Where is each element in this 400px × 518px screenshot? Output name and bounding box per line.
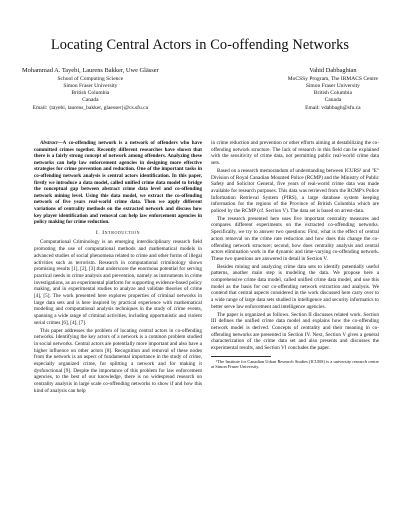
affiliation-line: Canada [82,97,99,104]
affiliation-line: Canada [324,97,342,104]
affiliation-line: British Columbia [71,90,110,97]
body-paragraph: This paper addresses the problem of locating central actors in co-offending networks. Identifying the key actors of a network is a common problem studied in social networks. Central actors are potentially more important and also have a higher influence on other actors [8]. Recognition and removal of these nodes from the network is an aspect of fundamental importance in the study of crime, especially organized crime, for splitting a network and for making it dysfunctional [9]. Despite the importance of this problem for law enforcement agencies, to the best of our knowledge, there is no widespread research on centrality analysis in large scale co-offending networks to show if and how this kind of analysis can help [34,327,202,394]
affiliation-line: Simon Fraser University [305,83,360,89]
body-paragraph: in crime reduction and prevention or other efforts aiming at destabilizing the co-offending network structure. The lack of research in this field can be explained with the sensitivity of crime data, not permitting public real-world crime data sets. [211,140,379,167]
body-paragraph: Besides mining and analyzing crime data sets to identify potentially useful patterns, another main step is modeling the data. We propose here a comprehensive crime data model, called unified crime data model, and use this model as the basis for our co-offending network extraction and analysis. We contend that central aspects considered in the work discussed here carry over to a wide range of large data sets studied in intelligence and security informatics to better serve law enforcement and intelligence agencies. [211,263,379,310]
affiliation-line: School of Computing Science [57,75,124,82]
author-names: Vahid Dabbaghian [309,67,357,74]
footnote-divider [211,356,271,357]
affiliation-line: Simon Fraser University [63,83,118,89]
right-column [211,140,379,370]
body-paragraph: The paper is organized as follows. Section II discusses related work. Section III defines the unified crime data model and explains how the co-offending network model is derived. Concepts of centrality and their meaning in co-offending networks are presented in Section IV. Next, Section V gives a general characterization of the crime data set and also presents and discusses the experimental results, and Section VI concludes the paper. [211,311,379,352]
abstract [34,140,202,226]
affiliation-line: British Columbia [313,90,352,97]
author-block-2 [288,67,378,112]
paper-title: Locating Central Actors in Co-offending Networks [50,37,350,53]
section-heading-introduction: I. Introduction [95,229,141,236]
author-names: Mohammad A. Tayebi, Laurens Bakker, Uwe Glässer [22,67,159,74]
affiliation-line: MoCSSy Program, The IRMACS Centre [287,75,378,82]
footnote: ¹The Institute for Canadian Urban Research Studies (ICURS) is a university research centre at Simon Fraser University. [211,358,379,370]
author-email: Email: {tayebi, laurens_bakker, glaesser}@cs.sfu.ca [32,104,149,111]
author-section [22,67,378,112]
body-paragraph: Based on a research memorandum of understanding between ICURS¹ and "E" Division of Royal Canadian Mounted Police (RCMP) and the Ministry of Public Safety and Solicitor General, five years of real-world crime data was made available for research purposes. This data was retrieved from the RCMP's Police Information Retrieval System (PIRS), a large database system keeping information for the regions of the Province of British Columbia which are policed by the RCMP (cf. Section V). The data set is based on arrest-data. [211,167,379,215]
abstract-lead: Abstract [40,140,58,146]
left-column [34,140,202,396]
author-block-1 [22,67,159,112]
author-email: Email: vdabbagh@sfu.ca [305,104,361,111]
body-paragraph: Computational Criminology is an emerging interdisciplinary research field promoting the use of computational methods and mathematical models in advanced studies of social phenomena related to crime and other forms of illegal activities such as terrorism. Research in computational criminology shows promising results [1], [2], [3] that underscore the enormous potential for serving practical needs in crime analysis and prevention, namely as instruments in crime investigations, as an experimental platform for supporting evidence-based policy making, and in experimental studies to analyze and validate theories of crime [4], [5]. The work presented here explores properties of criminal networks in large data sets and is here inspired by practical experience with mathematical modeling and computational analysis techniques in the study of crime events, spanning a wide range of criminal activities, including opportunistic and violent serial crimes [6], [4], [7]. [34,239,202,326]
body-paragraph: The research presented here uses five important centrality measures and compares different experiments on the extracted co-offending networks. Specifically, we try to answer two questions: First, what is the effect of central actors removal on the crime rate reduction and how does this change the co-offending network structure; second, how does centrality analysis and central actors elimination work in the dynamic and time-varying co-offending network. These two questions are answered in detail in Section V. [211,215,379,262]
abstract-body: —A co-offending network is a network of offenders who have committed crimes together. Recently different researches have shown that there is a fairly strong concept of network among offenders. Analyzing these networks can help law enforcement agencies in designing more effective strategies for crime prevention and reduction. One of the important tasks in co-offending network analysis is central actors identification. In this paper, firstly we introduce a data model, called unified crime data model to bridge the conceptual gap between abstract crime data level and co-offending network mining level. Using this data model, we extract the co-offending network of five years real-world crime data. Then we apply different variations of centrality methods on the extracted network and discuss how key player identification and removal can help law enforcement agencies in policy making for crime reduction. [34,140,202,226]
